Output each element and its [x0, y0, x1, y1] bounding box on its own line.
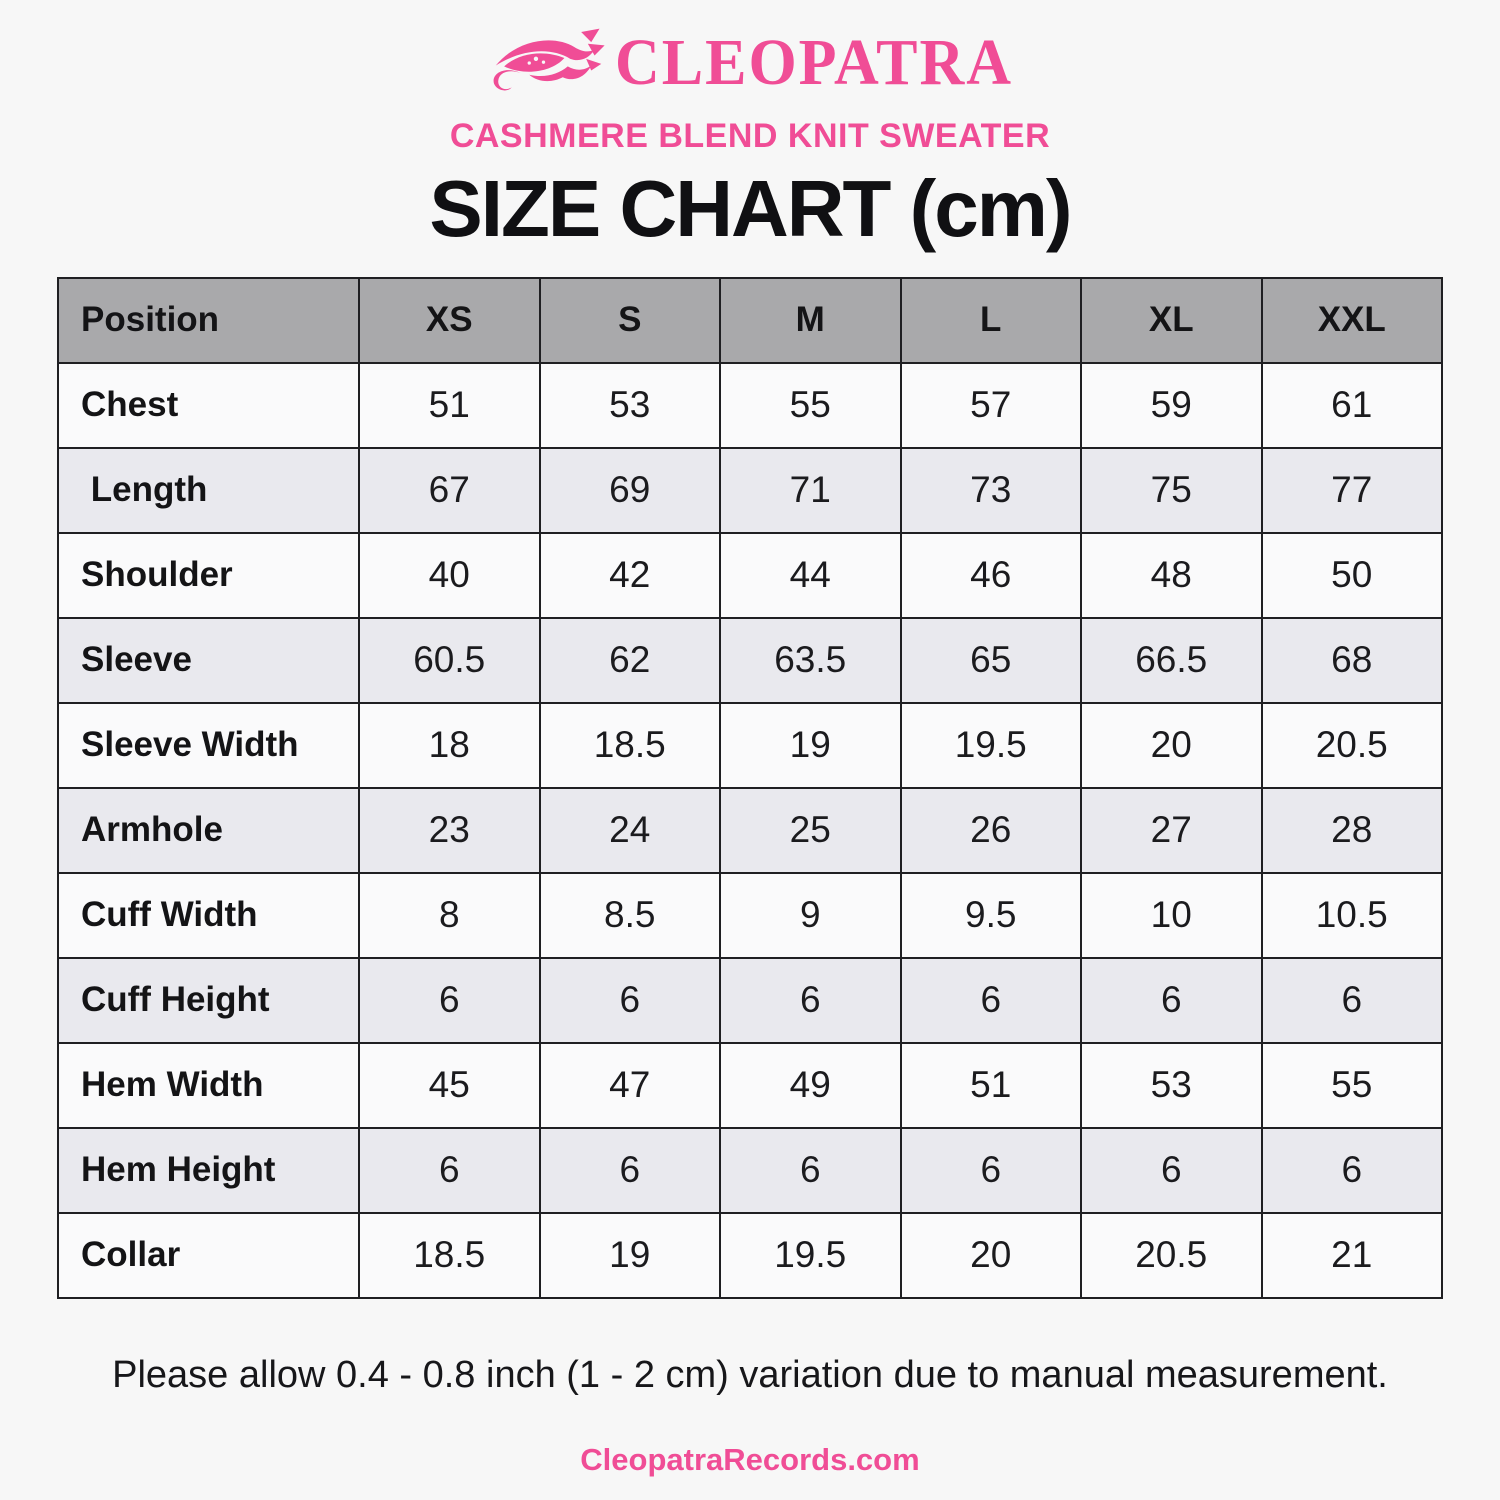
- row-label: Chest: [58, 363, 359, 448]
- size-value-cell: 6: [901, 1128, 1082, 1213]
- size-value-cell: 10: [1081, 873, 1262, 958]
- size-value-cell: 6: [720, 958, 901, 1043]
- size-value-cell: 6: [1081, 958, 1262, 1043]
- eye-of-ra-icon: [487, 27, 605, 99]
- size-value-cell: 23: [359, 788, 540, 873]
- size-value-cell: 67: [359, 448, 540, 533]
- table-row: [58, 1213, 1442, 1298]
- size-value-cell: 73: [901, 448, 1082, 533]
- size-value-cell: 61: [1262, 363, 1443, 448]
- size-value-cell: 49: [720, 1043, 901, 1128]
- table-row: [58, 448, 1442, 533]
- column-header-position: Position: [58, 278, 359, 363]
- size-value-cell: 20.5: [1081, 1213, 1262, 1298]
- size-value-cell: 50: [1262, 533, 1443, 618]
- table-row: [58, 703, 1442, 788]
- size-value-cell: 45: [359, 1043, 540, 1128]
- row-label: Length: [58, 448, 359, 533]
- size-value-cell: 55: [720, 363, 901, 448]
- size-value-cell: 8: [359, 873, 540, 958]
- size-value-cell: 62: [540, 618, 721, 703]
- size-value-cell: 66.5: [1081, 618, 1262, 703]
- brand-logo: [0, 24, 1500, 102]
- header-row: [58, 278, 1442, 363]
- size-value-cell: 6: [1262, 1128, 1443, 1213]
- size-table-head: [58, 278, 1442, 363]
- row-label: Collar: [58, 1213, 359, 1298]
- size-chart-table: [57, 277, 1443, 1299]
- size-value-cell: 10.5: [1262, 873, 1443, 958]
- size-value-cell: 24: [540, 788, 721, 873]
- table-row: [58, 788, 1442, 873]
- size-value-cell: 8.5: [540, 873, 721, 958]
- size-value-cell: 60.5: [359, 618, 540, 703]
- size-value-cell: 44: [720, 533, 901, 618]
- size-value-cell: 19.5: [720, 1213, 901, 1298]
- size-value-cell: 27: [1081, 788, 1262, 873]
- brand-name: CLEOPATRA: [614, 26, 1014, 100]
- column-header-l: L: [901, 278, 1082, 363]
- column-header-xxl: XXL: [1262, 278, 1443, 363]
- size-value-cell: 53: [540, 363, 721, 448]
- size-value-cell: 48: [1081, 533, 1262, 618]
- column-header-m: M: [720, 278, 901, 363]
- table-row: [58, 618, 1442, 703]
- size-value-cell: 6: [1262, 958, 1443, 1043]
- size-value-cell: 77: [1262, 448, 1443, 533]
- size-value-cell: 19.5: [901, 703, 1082, 788]
- size-value-cell: 20: [901, 1213, 1082, 1298]
- row-label: Cuff Height: [58, 958, 359, 1043]
- size-value-cell: 19: [720, 703, 901, 788]
- size-value-cell: 20: [1081, 703, 1262, 788]
- size-value-cell: 63.5: [720, 618, 901, 703]
- size-value-cell: 51: [359, 363, 540, 448]
- website-link[interactable]: CleopatraRecords.com: [580, 1442, 920, 1478]
- table-row: [58, 533, 1442, 618]
- size-table-body: [58, 363, 1442, 1298]
- size-value-cell: 46: [901, 533, 1082, 618]
- table-row: [58, 958, 1442, 1043]
- size-value-cell: 18.5: [359, 1213, 540, 1298]
- size-value-cell: 25: [720, 788, 901, 873]
- page-title: SIZE CHART (cm): [429, 163, 1071, 253]
- column-header-s: S: [540, 278, 721, 363]
- size-value-cell: 42: [540, 533, 721, 618]
- size-value-cell: 71: [720, 448, 901, 533]
- size-value-cell: 51: [901, 1043, 1082, 1128]
- row-label: Hem Height: [58, 1128, 359, 1213]
- size-value-cell: 28: [1262, 788, 1443, 873]
- size-value-cell: 18: [359, 703, 540, 788]
- column-header-xs: XS: [359, 278, 540, 363]
- row-label: Sleeve Width: [58, 703, 359, 788]
- measurement-note: Please allow 0.4 - 0.8 inch (1 - 2 cm) variation due to manual measurement.: [112, 1353, 1388, 1396]
- size-value-cell: 75: [1081, 448, 1262, 533]
- size-value-cell: 59: [1081, 363, 1262, 448]
- size-value-cell: 40: [359, 533, 540, 618]
- size-value-cell: 9.5: [901, 873, 1082, 958]
- size-value-cell: 6: [540, 958, 721, 1043]
- size-value-cell: 18.5: [540, 703, 721, 788]
- size-value-cell: 68: [1262, 618, 1443, 703]
- size-value-cell: 9: [720, 873, 901, 958]
- row-label: Sleeve: [58, 618, 359, 703]
- row-label: Armhole: [58, 788, 359, 873]
- size-value-cell: 69: [540, 448, 721, 533]
- size-value-cell: 19: [540, 1213, 721, 1298]
- size-value-cell: 53: [1081, 1043, 1262, 1128]
- size-value-cell: 6: [540, 1128, 721, 1213]
- row-label: Cuff Width: [58, 873, 359, 958]
- table-row: [58, 1128, 1442, 1213]
- size-value-cell: 6: [1081, 1128, 1262, 1213]
- size-value-cell: 6: [901, 958, 1082, 1043]
- row-label: Hem Width: [58, 1043, 359, 1128]
- table-row: [58, 1043, 1442, 1128]
- size-value-cell: 6: [359, 958, 540, 1043]
- row-label: Shoulder: [58, 533, 359, 618]
- size-value-cell: 65: [901, 618, 1082, 703]
- size-value-cell: 57: [901, 363, 1082, 448]
- size-value-cell: 21: [1262, 1213, 1443, 1298]
- size-value-cell: 47: [540, 1043, 721, 1128]
- table-row: [58, 873, 1442, 958]
- column-header-xl: XL: [1081, 278, 1262, 363]
- product-name: CASHMERE BLEND KNIT SWEATER: [449, 117, 1051, 155]
- page-header: [0, 0, 1500, 255]
- size-value-cell: 6: [359, 1128, 540, 1213]
- size-value-cell: 55: [1262, 1043, 1443, 1128]
- size-value-cell: 20.5: [1262, 703, 1443, 788]
- size-value-cell: 6: [720, 1128, 901, 1213]
- table-row: [58, 363, 1442, 448]
- size-value-cell: 26: [901, 788, 1082, 873]
